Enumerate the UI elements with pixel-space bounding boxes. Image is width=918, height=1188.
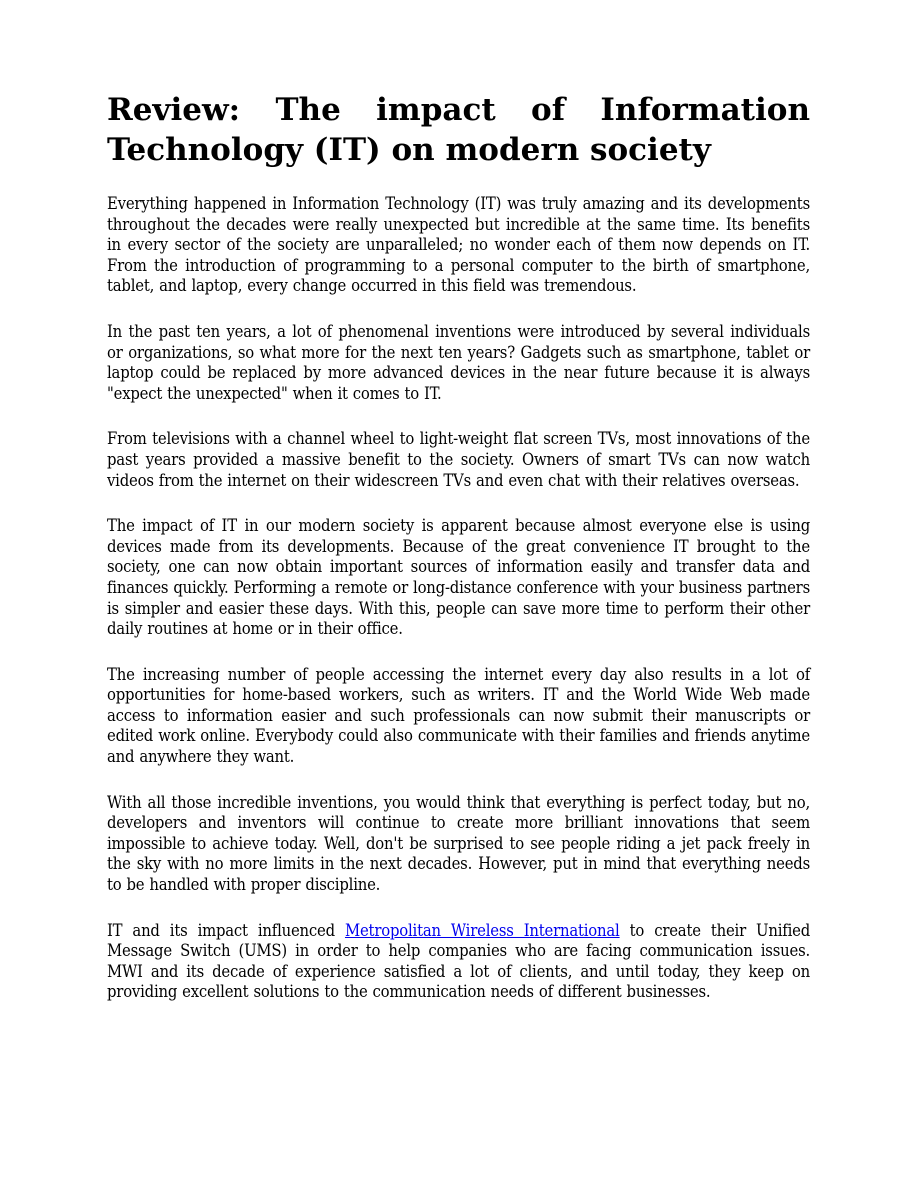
paragraph-text-after-link: to create their Unified Message Switch (UMS) in order to help companies who are facing communication issues. MWI and its decade of experience satisfied a lot of clients, and until today, they keep on providing excellent solutions to the communication needs of different businesses.: [107, 920, 810, 1002]
paragraph-text: In the past ten years, a lot of phenomenal inventions were introduced by several individuals or organizations, so what more for the next ten years? Gadgets such as smartphone, tablet or laptop could be replaced by more advanced devices in the near future because it is always "expect the unexpected" when it comes to IT.: [107, 321, 810, 403]
paragraph-impact: [107, 516, 810, 640]
paragraph-inventions: [107, 322, 810, 404]
paragraph-text: The increasing number of people accessing the internet every day also results in a lot of opportunities for home-based workers, such as writers. IT and the World Wide Web made access to information easier and such professionals can now submit their manuscripts or edited work online. Everybody could also communicate with their families and friends anytime and anywhere they want.: [107, 664, 810, 767]
paragraph-mwi: [107, 921, 810, 1003]
paragraph-text: Everything happened in Information Technology (IT) was truly amazing and its developments throughout the decades were really unexpected but incredible at the same time. Its benefits in every sector of the society are unparalleled; no wonder each of them now depends on IT. From the introduction of programming to a personal computer to the birth of smartphone, tablet, and laptop, every change occurred in this field was tremendous.: [107, 194, 810, 296]
paragraph-text-before-link: IT and its impact influenced: [107, 920, 345, 940]
paragraph-future: [107, 793, 810, 896]
paragraph-intro: [107, 194, 810, 297]
paragraph-internet-workers: [107, 665, 810, 768]
paragraph-text: The impact of IT in our modern society is apparent because almost everyone else is using devices made from its developments. Because of the great convenience IT brought to the society, one can now obtain important sources of information easily and transfer data and finances quickly. Performing a remote or long-distance conference with your business partners is simpler and easier these days. With this, people can save more time to perform their other daily routines at home or in their office.: [107, 516, 810, 639]
paragraph-televisions: [107, 429, 810, 491]
paragraph-text: With all those incredible inventions, you would think that everything is perfect today, but no, developers and inventors will continue to create more brilliant innovations that seem impossible to achieve today. Well, don't be surprised to see people riding a jet pack freely in the sky with no more limits in the next decades. However, put in mind that everything needs to be handled with proper discipline.: [107, 792, 810, 895]
paragraph-text: From televisions with a channel wheel to light-weight flat screen TVs, most innovations of the past years provided a massive benefit to the society. Owners of smart TVs can now watch videos from the internet on their widescreen TVs and even chat with their relatives overseas.: [107, 429, 810, 490]
article-body: [107, 194, 810, 1003]
metropolitan-wireless-international-link[interactable]: Metropolitan Wireless International: [344, 920, 620, 940]
page-title: Review: The impact of Information Technology (IT) on modern society: [107, 92, 810, 168]
